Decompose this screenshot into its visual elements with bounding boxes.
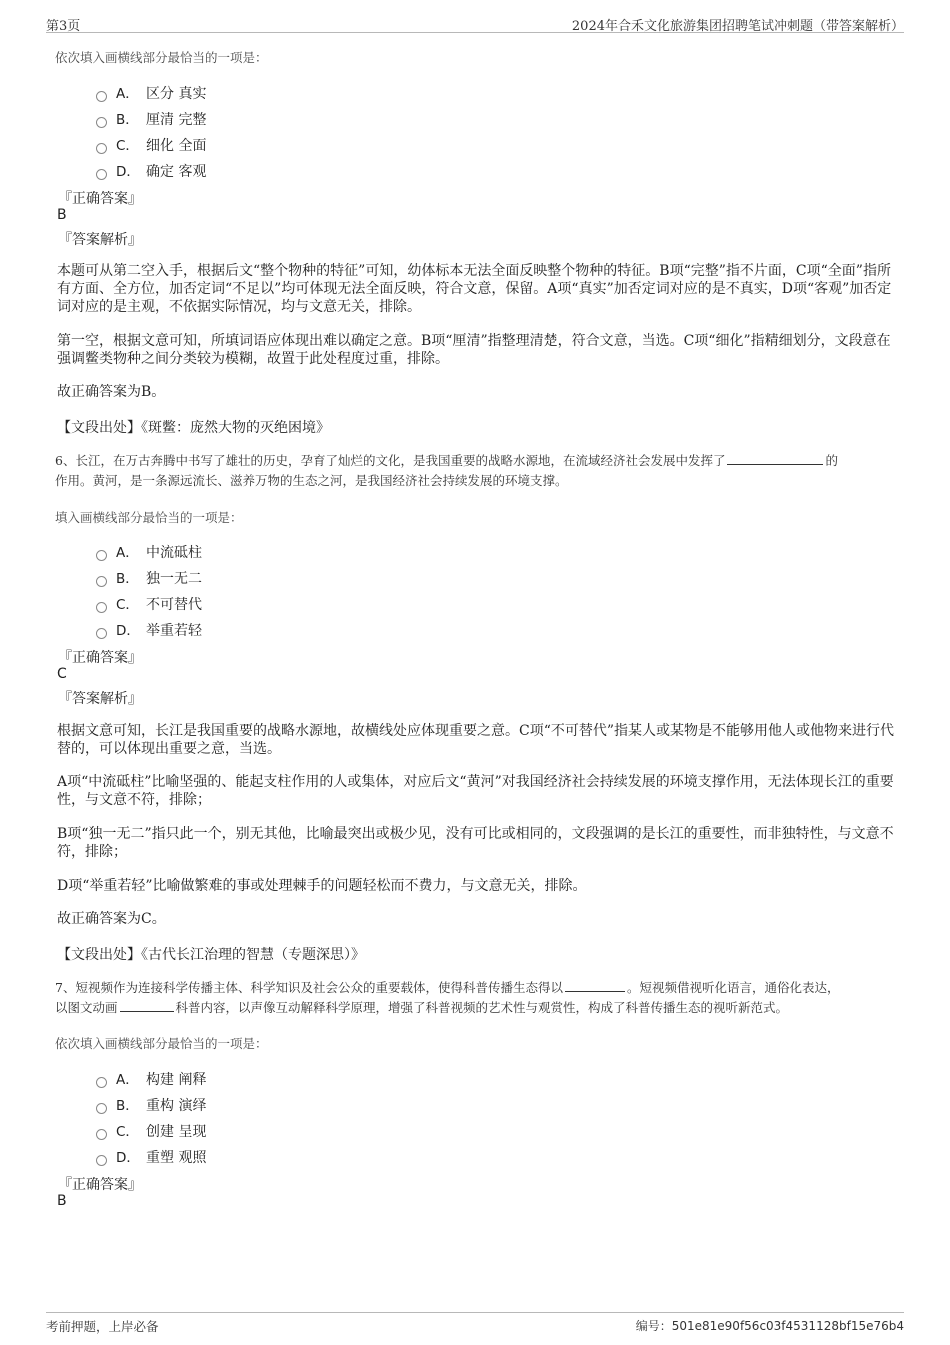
q7-option-b[interactable]: B． 重构 演绎 bbox=[96, 1094, 206, 1114]
q5-option-b[interactable]: B． 厘清 完整 bbox=[96, 108, 206, 128]
q6-analysis-conclusion: 故正确答案为C。 bbox=[57, 911, 166, 927]
q6-question: 6、长江，在万古奔腾中书写了雄壮的历史，孕育了灿烂的文化，是我国重要的战略水源地，在流域经济社会发展中发挥了 的 作用。黄河，是一条源远流长、滋养万物的生态之河，是我国经济社会持续发展的环境支撑。 bbox=[55, 453, 838, 488]
radio-icon[interactable] bbox=[96, 117, 107, 128]
q5-answer: B bbox=[57, 207, 67, 223]
q5-analysis-conclusion: 故正确答案为B。 bbox=[57, 384, 166, 400]
q5-analysis-paragraph-2: 第一空，根据文意可知，所填词语应体现出难以确定之意。B项“厘清”指整理清楚，符合文意，当选。C项“细化”指精细划分，文段意在强调鳖类物种之间分类较为模糊，故置于此处程度过重，排除。 bbox=[57, 333, 891, 367]
radio-icon[interactable] bbox=[96, 143, 107, 154]
page-header bbox=[46, 12, 904, 33]
q7-prompt: 依次填入画横线部分最恰当的一项是： bbox=[55, 1036, 268, 1051]
q6-analysis-paragraph-2: A项“中流砥柱”比喻坚强的、能起支柱作用的人或集体，对应后文“黄河”对我国经济社会持续发展的环境支撑作用，无法体现长江的重要性，与文意不符，排除； bbox=[57, 774, 894, 808]
q6-answer-label: 『正确答案』 bbox=[58, 650, 142, 666]
page-footer bbox=[46, 1312, 904, 1337]
q5-option-a[interactable]: A． 区分 真实 bbox=[96, 82, 206, 102]
q5-answer-label: 『正确答案』 bbox=[58, 191, 142, 207]
q7-answer: B bbox=[57, 1193, 67, 1209]
radio-icon[interactable] bbox=[96, 628, 107, 639]
document-id: 编号：501e81e90f56c03f4531128bf15e76b4 bbox=[635, 1319, 904, 1333]
q6-option-b[interactable]: B． 独一无二 bbox=[96, 567, 202, 587]
q5-option-d[interactable]: D． 确定 客观 bbox=[96, 160, 206, 180]
q6-answer: C bbox=[57, 666, 67, 682]
q6-analysis-paragraph-3: B项“独一无二”指只此一个，别无其他，比喻最突出或极少见，没有可比或相同的，文段强调的是长江的重要性，而非独特性，与文意不符，排除； bbox=[57, 826, 894, 860]
page-number: 第3页 bbox=[46, 19, 81, 34]
q6-option-c[interactable]: C． 不可替代 bbox=[96, 593, 202, 613]
q7-option-d[interactable]: D． 重塑 观照 bbox=[96, 1146, 206, 1166]
footer-slogan: 考前押题，上岸必备 bbox=[46, 1319, 159, 1334]
q6-prompt: 填入画横线部分最恰当的一项是： bbox=[55, 510, 243, 525]
radio-icon[interactable] bbox=[96, 169, 107, 180]
q6-option-a[interactable]: A． 中流砥柱 bbox=[96, 541, 202, 561]
answer-blank bbox=[565, 979, 625, 992]
radio-icon[interactable] bbox=[96, 550, 107, 561]
q6-analysis-label: 『答案解析』 bbox=[58, 691, 142, 707]
answer-blank bbox=[727, 452, 823, 465]
q6-analysis-paragraph-4: D项“举重若轻”比喻做繁难的事或处理棘手的问题轻松而不费力，与文意无关，排除。 bbox=[57, 878, 587, 894]
q6-analysis-paragraph-1: 根据文意可知，长江是我国重要的战略水源地，故横线处应体现重要之意。C项“不可替代”指某人或某物是不能够用他人或他物来进行代替的，可以体现出重要之意，当选。 bbox=[57, 723, 895, 757]
q5-analysis-label: 『答案解析』 bbox=[58, 232, 142, 248]
q7-option-a[interactable]: A． 构建 阐释 bbox=[96, 1068, 206, 1088]
q6-option-d[interactable]: D． 举重若轻 bbox=[96, 619, 202, 639]
answer-blank bbox=[120, 999, 174, 1012]
document-title: 2024年合禾文化旅游集团招聘笔试冲刺题（带答案解析） bbox=[571, 19, 904, 34]
radio-icon[interactable] bbox=[96, 1103, 107, 1114]
q5-analysis-paragraph-1: 本题可从第二空入手，根据后文“整个物种的特征”可知，幼体标本无法全面反映整个物种的特征。B项“完整”指不片面，C项“全面”指所有方面、全方位，加否定词“不足以”均可体现无法全面反映，符合文意，保留。A项“真实”加否定词对应的是不真实，D项“客观”加否定词对应的是主观，不依据实际情况，均与文意无关，排除。 bbox=[57, 263, 892, 315]
q7-answer-label: 『正确答案』 bbox=[58, 1177, 142, 1193]
q6-source: 【文段出处】《古代长江治理的智慧（专题深思）》 bbox=[57, 947, 365, 963]
radio-icon[interactable] bbox=[96, 1129, 107, 1140]
radio-icon[interactable] bbox=[96, 602, 107, 613]
radio-icon[interactable] bbox=[96, 1077, 107, 1088]
radio-icon[interactable] bbox=[96, 1155, 107, 1166]
radio-icon[interactable] bbox=[96, 91, 107, 102]
q5-prompt: 依次填入画横线部分最恰当的一项是： bbox=[55, 50, 268, 65]
q7-option-c[interactable]: C． 创建 呈现 bbox=[96, 1120, 206, 1140]
q7-question: 7、短视频作为连接科学传播主体、科学知识及社会公众的重要载体，使得科普传播生态得以 。短视频借视听化语言，通俗化表达， 以图文动画 科普内容，以声像互动解释科学原理，增强了科普视频的艺术性与观赏性，构成了科普传播生态的视听新范式。 bbox=[55, 980, 840, 1015]
q5-source: 【文段出处】《斑鳖：庞然大物的灭绝困境》 bbox=[57, 420, 330, 436]
radio-icon[interactable] bbox=[96, 576, 107, 587]
q5-option-c[interactable]: C． 细化 全面 bbox=[96, 134, 206, 154]
